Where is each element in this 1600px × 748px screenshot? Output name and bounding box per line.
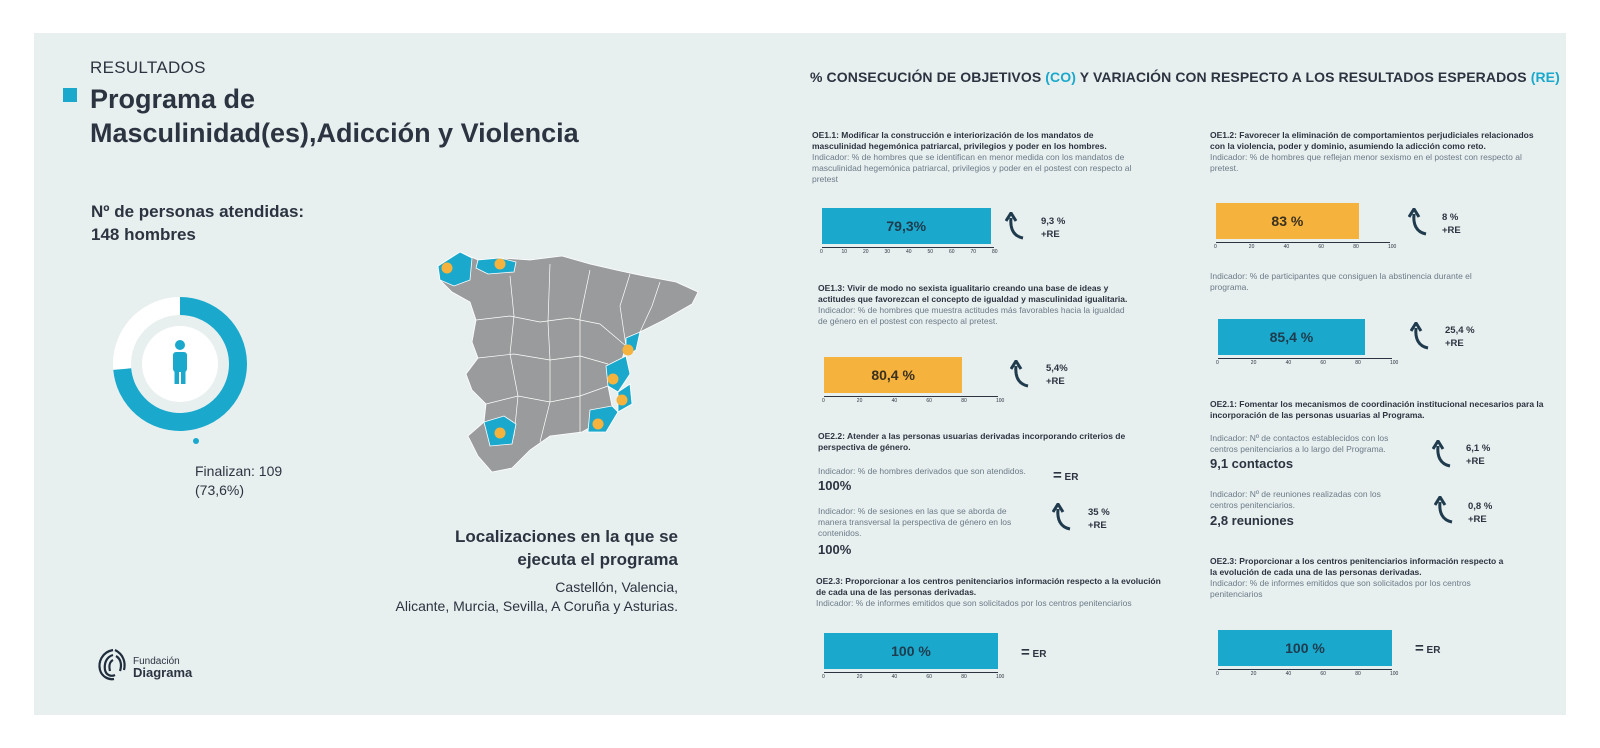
axis-tick: 80: [961, 398, 967, 404]
axis-tick: 60: [1320, 671, 1326, 677]
axis-tick: 20: [856, 674, 863, 680]
oe13-title: OE1.3: Vivir de modo no sexista igualitario creando una base de ideas y actitudes que favorezcan el concepto de igualdad y masculinidad igualitaria.: [818, 283, 1128, 304]
oe23a-er: = ER: [1021, 644, 1047, 661]
abst-delta: 25,4 % +RE: [1445, 325, 1475, 349]
axis-tick: 20: [1250, 360, 1257, 366]
oe12-arrow-icon: [1408, 208, 1430, 236]
oe22-indicator-2: Indicador: % de sesiones en las que se aborda de manera transversal la perspectiva de género en los contenidos. 100%: [818, 506, 1028, 555]
oe23a-bar: 100 %: [824, 633, 998, 669]
oe23a-indicator: Indicador: % de informes emitidos que son solicitados por los centros penitenciarios: [816, 598, 1132, 608]
logo-text: Fundación Diagrama: [133, 656, 193, 680]
marker-valencia: [608, 374, 619, 385]
axis-tick: 80: [961, 674, 967, 680]
axis-tick: 30: [884, 249, 891, 255]
oe13-bar: 80,4 %: [824, 357, 962, 393]
oe12-delta: 8 % +RE: [1442, 212, 1461, 236]
axis-tick: 0: [1216, 360, 1219, 366]
persons-value: 148 hombres: [91, 225, 196, 244]
axis-tick: 40: [1283, 244, 1290, 250]
axis-tick: 60: [926, 398, 932, 404]
oe12-axis: [1216, 242, 1390, 243]
axis-tick: 100: [1388, 244, 1397, 250]
section-label: RESULTADOS: [90, 58, 206, 77]
axis-tick: 80: [1353, 244, 1359, 250]
oe12-title: OE1.2: Favorecer la eliminación de comportamientos perjudiciales relacionados con la violencia, poder y dominio, asumiendo la adicción como reto.: [1210, 130, 1534, 151]
axis-tick: 40: [906, 249, 912, 255]
oe21-arrow-icon-2: [1434, 496, 1456, 524]
oe21-value-2: 2,8 reuniones: [1210, 513, 1294, 528]
axis-tick: 20: [863, 249, 869, 255]
axis-tick: 20: [856, 398, 863, 404]
page-title: Programa de Masculinidad(es),Adicción y Violencia: [90, 84, 579, 148]
oe23a-title: OE2.3: Proporcionar a los centros penitenciarios información respecto a la evolución de cada una de las personas derivadas.: [816, 576, 1161, 597]
oe11-bar: 79,3%: [822, 208, 991, 244]
axis-tick: 80: [992, 249, 998, 255]
map-region-murcia: [588, 406, 618, 432]
oe22-arrow-icon: [1052, 503, 1074, 531]
oe11-title: OE1.1: Modificar la construcción e interiorización de los mandatos de masculinidad hegemónica patriarcal, privilegios y poder en los hombres.: [812, 130, 1107, 151]
oe21-title: OE2.1: Fomentar los mecanismos de coordinación institucional necesarios para la incorporación de las personas usuarias al Programa.: [1210, 399, 1544, 420]
oe11-axis: [822, 247, 994, 248]
oe23a-axis: [824, 672, 998, 673]
abst-axis: [1218, 358, 1392, 359]
axis-tick: 60: [1320, 360, 1326, 366]
axis-tick: 0: [822, 398, 825, 404]
marker-asturias: [495, 259, 506, 270]
oe13-axis: [824, 396, 998, 397]
oe23b-title: OE2.3: Proporcionar a los centros penitenciarios información respecto a la evolución de cada una de las personas derivadas.: [1210, 556, 1504, 577]
oe12-block: [1210, 130, 1550, 174]
marker-a-coruna: [442, 263, 453, 274]
oe12-bar: 83 %: [1216, 203, 1359, 239]
axis-tick: 0: [820, 249, 823, 255]
oe22-delta: 35 % +RE: [1088, 507, 1110, 531]
completion-donut: [110, 294, 250, 434]
oe21-delta-2: 0,8 % +RE: [1468, 501, 1493, 525]
axis-tick: 40: [891, 398, 898, 404]
oe11-indicator: Indicador: % de hombres que se identifican en menor medida con los mandatos de masculinidad hegemónica patriarcal, privilegios y poder en el postest con respecto al pretest: [812, 152, 1132, 184]
oe23b-indicator: Indicador: % de informes emitidos que son solicitados por los centros penitenciarios: [1210, 578, 1471, 599]
axis-tick: 40: [891, 674, 898, 680]
oe13-arrow-icon: [1010, 360, 1032, 388]
axis-tick: 0: [1216, 671, 1219, 677]
oe22-indicator-1: Indicador: % de hombres derivados que son atendidos. 100%: [818, 466, 1048, 491]
oe11-delta: 9,3 % +RE: [1041, 216, 1066, 240]
fundacion-diagrama-logo-icon: [96, 646, 130, 682]
locations-list: Castellón, Valencia, Alicante, Murcia, Sevilla, A Coruña y Asturias.: [395, 579, 678, 614]
axis-tick: 100: [1390, 360, 1399, 366]
axis-tick: 70: [970, 249, 977, 255]
oe21-delta-1: 6,1 % +RE: [1466, 443, 1491, 467]
axis-tick: 20: [1250, 671, 1257, 677]
oe13-delta: 5,4% +RE: [1046, 363, 1068, 387]
oe11-block: [812, 130, 1136, 185]
oe21-block: [1210, 399, 1550, 421]
locations-title: Localizaciones en la que se ejecuta el programa: [455, 527, 678, 569]
axis-tick: 60: [1318, 244, 1324, 250]
oe21-indicator-1: Indicador: Nº de contactos establecidos con los centros penitenciarios a lo largo del Programa. 9,1 contactos: [1210, 433, 1410, 469]
oe23a-block: [816, 576, 1168, 609]
oe23b-bar: 100 %: [1218, 630, 1392, 666]
axis-tick: 40: [1285, 360, 1292, 366]
finalizan-label: Finalizan: 109 (73,6%): [195, 463, 283, 498]
oe23b-block: [1210, 556, 1510, 600]
oe22-value-2: 100%: [818, 542, 852, 557]
oe23b-axis: [1218, 669, 1392, 670]
persons-attended: [91, 200, 304, 246]
oe13-indicator: Indicador: % de hombres que muestra actitudes más favorables hacia la igualdad de género en el postest con respecto al pretest.: [818, 305, 1125, 326]
abst-block: [1210, 271, 1500, 293]
axis-tick: 60: [926, 674, 932, 680]
oe11-arrow-icon: [1005, 212, 1027, 240]
axis-tick: 100: [1390, 671, 1399, 677]
abst-bar: 85,4 %: [1218, 319, 1365, 355]
axis-tick: 80: [1355, 360, 1361, 366]
axis-tick: 40: [1285, 671, 1292, 677]
axis-tick: 100: [996, 674, 1005, 680]
axis-tick: 50: [927, 249, 934, 255]
axis-tick: 10: [841, 249, 848, 255]
marker-castellon: [623, 345, 634, 356]
spain-map: [430, 246, 705, 481]
objectives-section-title: % CONSECUCIÓN DE OBJETIVOS (CO) Y VARIACIÓN CON RESPECTO A LOS RESULTADOS ESPERADOS (RE): [810, 69, 1560, 85]
abst-arrow-icon: [1410, 322, 1432, 350]
oe21-arrow-icon-1: [1432, 440, 1454, 468]
title-marker: [63, 88, 77, 102]
marker-alicante: [617, 395, 628, 406]
oe13-block: [818, 283, 1136, 327]
persons-label: Nº de personas atendidas:: [91, 202, 305, 221]
oe21-indicator-2: Indicador: Nº de reuniones realizadas con los centros penitenciarios. 2,8 reuniones: [1210, 489, 1410, 526]
axis-tick: 0: [1214, 244, 1217, 250]
marker-murcia: [593, 419, 604, 430]
axis-tick: 100: [996, 398, 1005, 404]
oe23b-er: = ER: [1415, 640, 1441, 657]
oe22-er-1: = ER: [1053, 467, 1079, 484]
abst-indicator: Indicador: % de participantes que consiguen la abstinencia durante el programa.: [1210, 271, 1472, 292]
axis-tick: 20: [1248, 244, 1255, 250]
donut-pointer-dot: [193, 438, 199, 444]
oe21-value-1: 9,1 contactos: [1210, 456, 1294, 471]
axis-tick: 0: [822, 674, 825, 680]
axis-tick: 80: [1355, 671, 1361, 677]
oe22-block: [818, 431, 1136, 453]
oe22-value-1: 100%: [818, 478, 852, 493]
axis-tick: 60: [949, 249, 955, 255]
oe12-indicator: Indicador: % de hombres que reflejan menor sexismo en el postest con respecto al pretest.: [1210, 152, 1522, 173]
marker-sevilla: [495, 428, 506, 439]
oe22-title: OE2.2: Atender a las personas usuarias derivadas incorporando criterios de perspectiva de género.: [818, 431, 1126, 452]
